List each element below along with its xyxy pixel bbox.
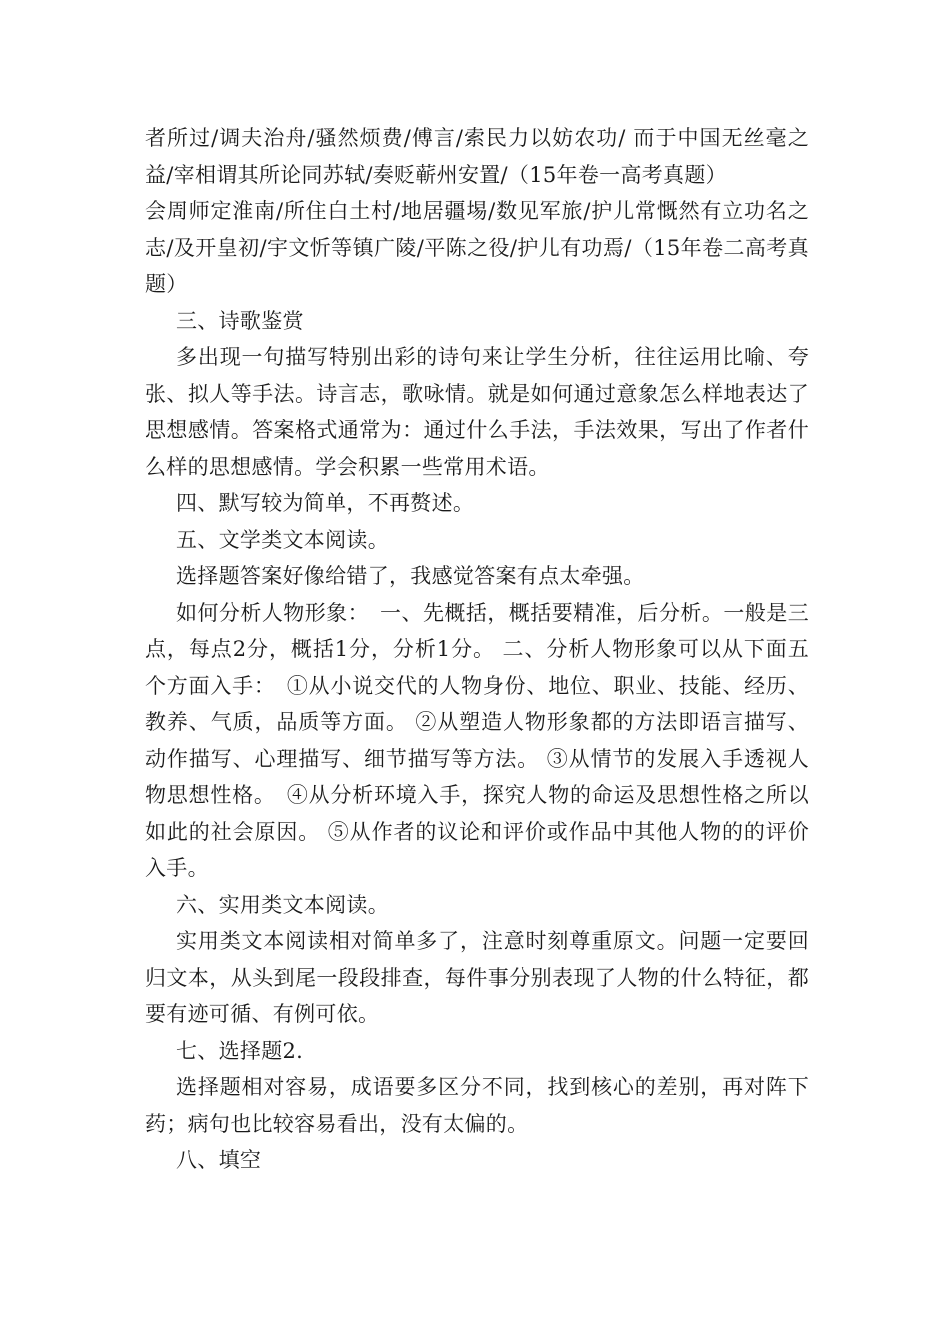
paragraph-character-analysis: 如何分析人物形象： 一、先概括，概括要精准，后分析。一般是三点，每点2分，概括1分，分析1分。 二、分析人物形象可以从下面五个方面入手： ①从小说交代的人物身份、地位、职业、技能、经历、教养、气质，品质等方面。 ②从塑造人物形象都的方法即语言描写、动作描写、心理描写、细节描写等方法。 ③从情节的发展入手透视人物思想性格。 ④从分析环境入手，探究人物的命运及思想性格之所以如此的社会原因。 ⑤从作者的议论和评价或作品中其他人物的的评价入手。 [145, 600, 809, 880]
section-heading-poetry: 三、诗歌鉴赏 [176, 308, 304, 333]
paragraph-poetry: 多出现一句描写特别出彩的诗句来让学生分析，往往运用比喻、夸张、拟人等手法。诗言志，歌咏情。就是如何通过意象怎么样地表达了思想感情。答案格式通常为：通过什么手法，手法效果，写出了作者什么样的思想感情。学会积累一些常用术语。 [145, 345, 809, 479]
paragraph-choice: 选择题相对容易，成语要多区分不同，找到核心的差别，再对阵下药；病句也比较容易看出，没有太偏的。 [145, 1075, 809, 1136]
paragraph-classical-text-2: 会周师定淮南/所住白土村/地居疆埸/数见军旅/护儿常慨然有立功名之志/及开皇初/宇文忻等镇广陵/平陈之役/护儿有功焉/（15年卷二高考真题） [145, 199, 809, 296]
paragraph-practical-reading: 实用类文本阅读相对简单多了，注意时刻尊重原文。问题一定要回归文本，从头到尾一段段排查，每件事分别表现了人物的什么特征，都要有迹可循、有例可依。 [145, 929, 809, 1026]
section-heading-choice: 七、选择题2. [176, 1038, 304, 1063]
paragraph-classical-text-1: 者所过/调夫治舟/骚然烦费/傅言/索民力以妨农功/ 而于中国无丝毫之益/宰相谓其所论同苏轼/奏贬蕲州安置/（15年卷一高考真题） [145, 126, 809, 187]
section-heading-literary-reading: 五、文学类文本阅读。 [176, 527, 389, 552]
section-heading-dictation: 四、默写较为简单，不再赘述。 [176, 491, 475, 515]
document-page [145, 120, 809, 1179]
section-heading-practical-reading: 六、实用类文本阅读。 [176, 892, 389, 917]
section-heading-fill-blank: 八、填空 [176, 1148, 262, 1172]
paragraph-literary-choice: 选择题答案好像给错了，我感觉答案有点太牵强。 [176, 564, 645, 588]
